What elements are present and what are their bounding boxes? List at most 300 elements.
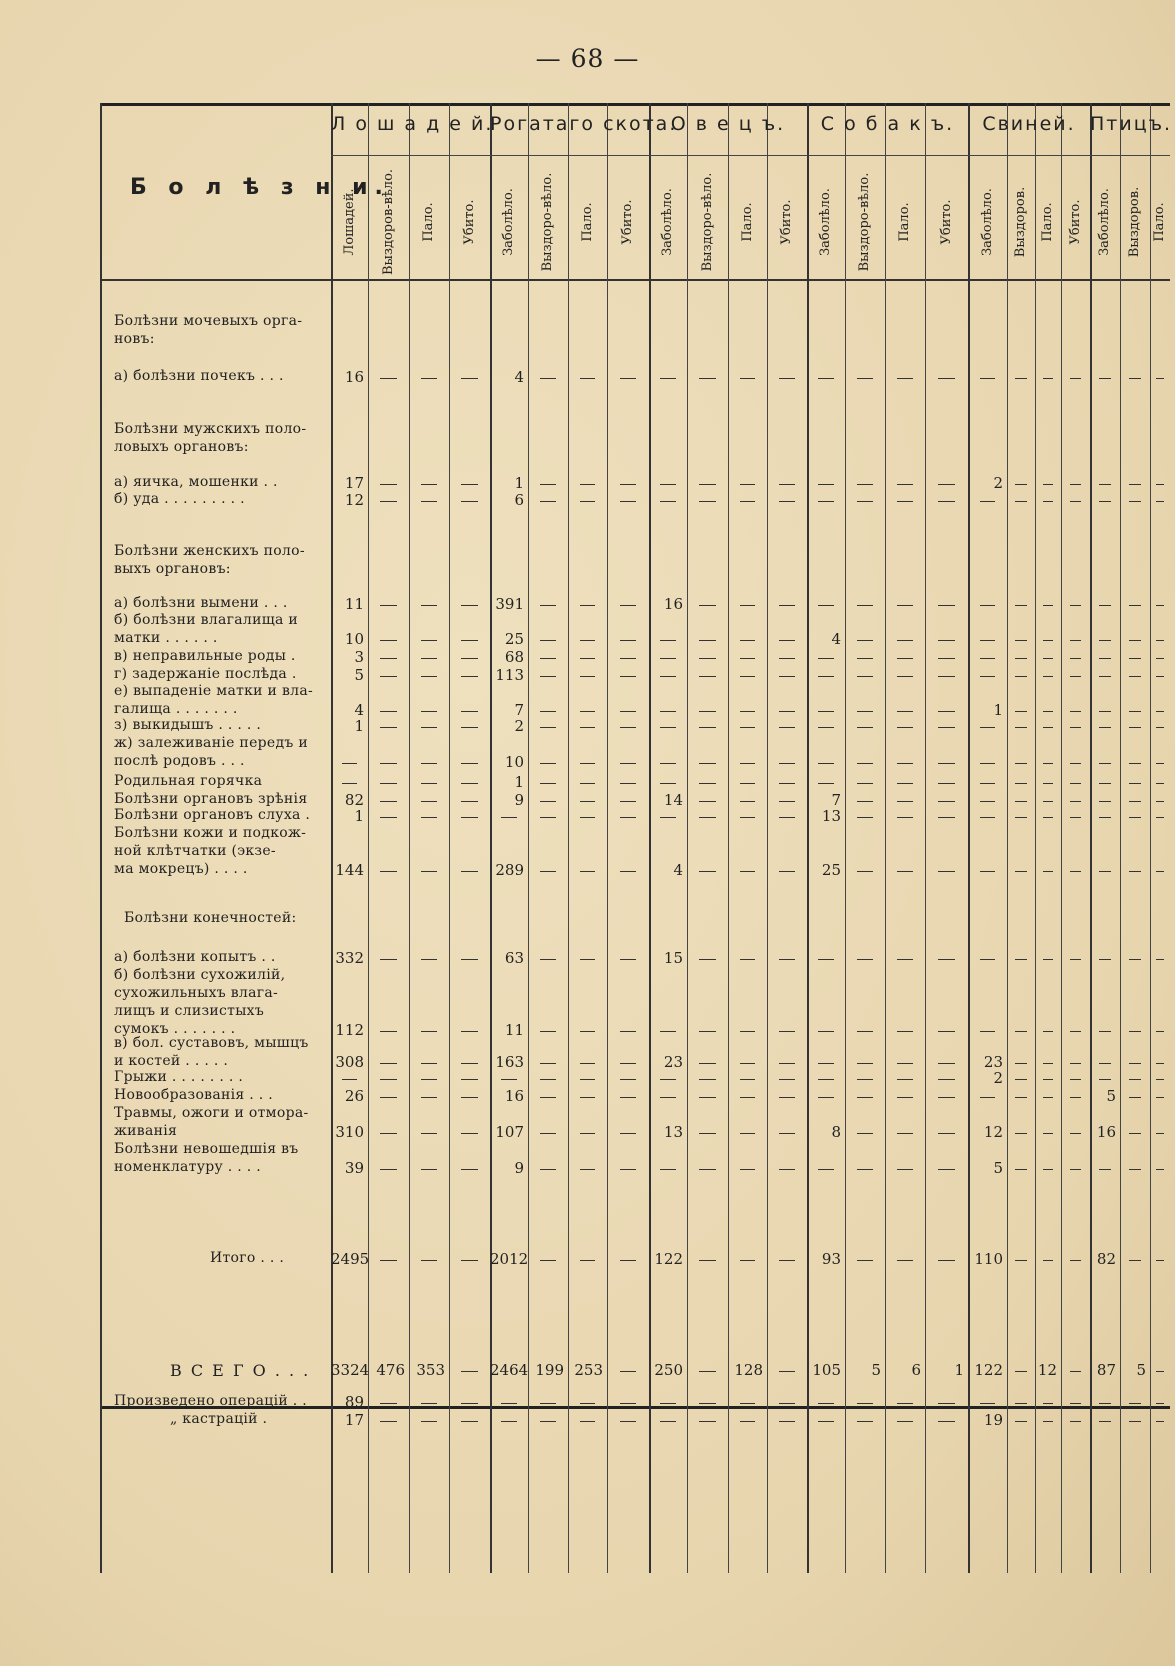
group-header: Птицъ.: [1090, 113, 1173, 135]
column-rule: [1150, 103, 1151, 1573]
empty-dash: [461, 676, 477, 677]
empty-dash: [620, 1063, 637, 1064]
empty-dash: [380, 1079, 396, 1080]
column-rule: [807, 103, 809, 1573]
empty-dash: [380, 1421, 396, 1422]
empty-dash: [938, 711, 955, 712]
empty-dash: [857, 605, 873, 606]
empty-dash: [421, 871, 437, 872]
empty-dash: [1099, 378, 1111, 379]
subcolumn-label: Пало.: [1152, 202, 1167, 242]
empty-dash: [660, 1403, 675, 1404]
empty-dash: [620, 1031, 637, 1032]
subcolumn-header: [449, 168, 490, 276]
table-cell: 68: [504, 648, 524, 666]
column-rule: [925, 103, 926, 1573]
empty-dash: [540, 378, 556, 379]
empty-dash: [1156, 727, 1164, 728]
empty-dash: [897, 484, 913, 485]
empty-dash: [740, 711, 756, 712]
table-cell: 16: [663, 595, 683, 613]
disease-table: [100, 103, 1173, 1573]
empty-dash: [779, 711, 795, 712]
subcolumn-header: [845, 168, 885, 276]
empty-dash: [699, 640, 715, 641]
empty-dash: [897, 1097, 913, 1098]
empty-dash: [1070, 1063, 1082, 1064]
table-cell: 2: [993, 1069, 1003, 1087]
empty-dash: [1156, 605, 1164, 606]
table-cell: 2464: [490, 1361, 529, 1379]
subcolumn-label: Заболѣло.: [818, 188, 833, 256]
empty-dash: [660, 817, 675, 818]
empty-dash: [980, 378, 996, 379]
empty-dash: [1156, 1371, 1164, 1372]
empty-dash: [1156, 817, 1164, 818]
empty-dash: [1070, 1079, 1082, 1080]
empty-dash: [620, 676, 637, 677]
empty-dash: [818, 658, 833, 659]
empty-dash: [620, 1403, 637, 1404]
row-label: Болѣзни кожи и подкож-: [114, 825, 307, 841]
empty-dash: [938, 959, 955, 960]
empty-dash: [1099, 658, 1111, 659]
empty-dash: [1043, 1063, 1053, 1064]
empty-dash: [1070, 959, 1082, 960]
empty-dash: [740, 817, 756, 818]
subcolumn-label: Выздоров-вѣло.: [380, 168, 396, 276]
empty-dash: [740, 1421, 756, 1422]
empty-dash: [699, 959, 715, 960]
empty-dash: [501, 817, 516, 818]
empty-dash: [620, 727, 637, 728]
table-cell: 10: [344, 630, 364, 648]
subcolumn-label: Выздоров.: [1127, 186, 1142, 258]
empty-dash: [660, 727, 675, 728]
empty-dash: [461, 484, 477, 485]
empty-dash: [740, 801, 756, 802]
table-cell: 7: [831, 791, 841, 809]
empty-dash: [380, 378, 396, 379]
empty-dash: [461, 817, 477, 818]
empty-dash: [1070, 640, 1082, 641]
empty-dash: [699, 817, 715, 818]
empty-dash: [938, 727, 955, 728]
empty-dash: [897, 658, 913, 659]
table-cell: 391: [495, 595, 524, 613]
empty-dash: [699, 727, 715, 728]
group-underline: [1090, 155, 1170, 156]
group-underline: [968, 155, 1090, 156]
empty-dash: [857, 959, 873, 960]
empty-dash: [540, 783, 556, 784]
table-cell: 4: [514, 368, 524, 386]
empty-dash: [1129, 1260, 1141, 1261]
subcolumn-header: [1090, 168, 1120, 276]
empty-dash: [421, 484, 437, 485]
empty-dash: [857, 817, 873, 818]
row-label: Болѣзни мужскихъ поло-: [114, 421, 307, 437]
table-cell: 2012: [490, 1250, 529, 1268]
empty-dash: [980, 817, 996, 818]
empty-dash: [620, 711, 637, 712]
empty-dash: [1099, 1063, 1111, 1064]
empty-dash: [540, 763, 556, 764]
empty-dash: [342, 783, 357, 784]
empty-dash: [818, 711, 833, 712]
empty-dash: [1015, 1063, 1026, 1064]
empty-dash: [1043, 871, 1053, 872]
table-cell: 310: [335, 1123, 364, 1141]
table-cell: 128: [734, 1361, 763, 1379]
empty-dash: [540, 1169, 556, 1170]
empty-dash: [501, 1403, 516, 1404]
empty-dash: [1043, 711, 1053, 712]
empty-dash: [740, 640, 756, 641]
empty-dash: [1099, 817, 1111, 818]
empty-dash: [1015, 1097, 1026, 1098]
column-rule: [607, 103, 608, 1573]
empty-dash: [1070, 1421, 1082, 1422]
empty-dash: [1015, 640, 1026, 641]
empty-dash: [818, 1169, 833, 1170]
row-label: живанія: [114, 1123, 178, 1139]
empty-dash: [1043, 1133, 1053, 1134]
subcolumn-label: Убито.: [779, 199, 794, 245]
table-cell: 163: [495, 1053, 524, 1071]
empty-dash: [1099, 640, 1111, 641]
totals-label: „ кастрацій .: [170, 1411, 268, 1427]
empty-dash: [779, 1421, 795, 1422]
row-label: з) выкидышъ . . . . .: [114, 717, 262, 733]
row-label: е) выпаденіе матки и вла-: [114, 683, 313, 699]
empty-dash: [1099, 1421, 1111, 1422]
table-cell: 82: [1096, 1250, 1116, 1268]
empty-dash: [580, 676, 596, 677]
row-label: г) задержаніе послѣда .: [114, 666, 297, 682]
empty-dash: [740, 959, 756, 960]
row-label: выхъ органовъ:: [114, 561, 231, 577]
empty-dash: [1099, 783, 1111, 784]
empty-dash: [1156, 763, 1164, 764]
empty-dash: [779, 1097, 795, 1098]
empty-dash: [938, 1260, 955, 1261]
empty-dash: [660, 1169, 675, 1170]
empty-dash: [1015, 871, 1026, 872]
group-underline: [807, 155, 968, 156]
row-label: Травмы, ожоги и отмора-: [114, 1105, 309, 1121]
empty-dash: [980, 783, 996, 784]
empty-dash: [380, 1169, 396, 1170]
empty-dash: [938, 1063, 955, 1064]
empty-dash: [1156, 711, 1164, 712]
empty-dash: [461, 658, 477, 659]
empty-dash: [980, 801, 996, 802]
empty-dash: [1070, 1097, 1082, 1098]
table-cell: 9: [514, 1159, 524, 1177]
empty-dash: [660, 711, 675, 712]
empty-dash: [1015, 1421, 1026, 1422]
column-rule: [449, 103, 450, 1573]
empty-dash: [818, 501, 833, 502]
empty-dash: [699, 378, 715, 379]
empty-dash: [740, 1403, 756, 1404]
empty-dash: [1043, 801, 1053, 802]
empty-dash: [660, 676, 675, 677]
empty-dash: [897, 1133, 913, 1134]
subcolumn-header: [368, 168, 409, 276]
column-rule: [885, 103, 886, 1573]
empty-dash: [1070, 484, 1082, 485]
empty-dash: [699, 1079, 715, 1080]
empty-dash: [980, 605, 996, 606]
empty-dash: [1070, 801, 1082, 802]
empty-dash: [779, 763, 795, 764]
row-label: сухожильныхъ влага-: [114, 985, 279, 1001]
empty-dash: [857, 1133, 873, 1134]
empty-dash: [938, 1097, 955, 1098]
table-cell: 5: [1136, 1361, 1146, 1379]
subcolumn-label: Выздоро-вѣло.: [540, 172, 555, 272]
empty-dash: [1015, 1260, 1026, 1261]
empty-dash: [380, 658, 396, 659]
subcolumn-label: Пало.: [897, 202, 912, 242]
empty-dash: [1156, 1421, 1164, 1422]
table-cell: 16: [1096, 1123, 1116, 1141]
subcolumn-header: [1007, 168, 1035, 276]
empty-dash: [1015, 1169, 1026, 1170]
empty-dash: [699, 1063, 715, 1064]
empty-dash: [699, 501, 715, 502]
empty-dash: [461, 783, 477, 784]
empty-dash: [380, 959, 396, 960]
empty-dash: [540, 1097, 556, 1098]
empty-dash: [461, 1421, 477, 1422]
empty-dash: [1156, 871, 1164, 872]
table-cell: 476: [376, 1361, 405, 1379]
empty-dash: [897, 1169, 913, 1170]
empty-dash: [461, 1097, 477, 1098]
subcolumn-label: Выздоро-вѣло.: [699, 172, 715, 272]
empty-dash: [1043, 605, 1053, 606]
empty-dash: [938, 1079, 955, 1080]
empty-dash: [1099, 959, 1111, 960]
table-cell: 7: [514, 701, 524, 719]
empty-dash: [857, 1260, 873, 1261]
group-header: Рогатаго скота.: [490, 113, 678, 135]
empty-dash: [1099, 1403, 1111, 1404]
empty-dash: [501, 1421, 516, 1422]
empty-dash: [779, 378, 795, 379]
empty-dash: [461, 1063, 477, 1064]
subcolumn-header: [728, 168, 767, 276]
empty-dash: [779, 658, 795, 659]
empty-dash: [1015, 1079, 1026, 1080]
column-rule: [1007, 103, 1008, 1573]
empty-dash: [699, 763, 715, 764]
empty-dash: [779, 1371, 795, 1372]
empty-dash: [779, 676, 795, 677]
subcolumn-header: [649, 168, 687, 276]
empty-dash: [1099, 727, 1111, 728]
empty-dash: [980, 763, 996, 764]
empty-dash: [938, 378, 955, 379]
empty-dash: [421, 640, 437, 641]
empty-dash: [740, 605, 756, 606]
empty-dash: [938, 871, 955, 872]
empty-dash: [1070, 605, 1082, 606]
empty-dash: [857, 1403, 873, 1404]
empty-dash: [938, 817, 955, 818]
table-left-rule: [100, 103, 102, 1573]
subcolumn-header: [687, 168, 728, 276]
empty-dash: [1070, 763, 1082, 764]
empty-dash: [740, 1097, 756, 1098]
empty-dash: [740, 1031, 756, 1032]
table-cell: 4: [673, 861, 683, 879]
empty-dash: [897, 711, 913, 712]
empty-dash: [380, 1097, 396, 1098]
empty-dash: [660, 1031, 675, 1032]
empty-dash: [1099, 1169, 1111, 1170]
empty-dash: [380, 1063, 396, 1064]
table-cell: 25: [821, 861, 841, 879]
empty-dash: [740, 1169, 756, 1170]
empty-dash: [421, 727, 437, 728]
empty-dash: [1043, 959, 1053, 960]
empty-dash: [779, 1079, 795, 1080]
subcolumn-label: Убито.: [938, 199, 954, 245]
empty-dash: [857, 783, 873, 784]
empty-dash: [1043, 1260, 1053, 1261]
empty-dash: [938, 1031, 955, 1032]
empty-dash: [1070, 1133, 1082, 1134]
empty-dash: [1129, 783, 1141, 784]
empty-dash: [1099, 871, 1111, 872]
column-rule: [331, 103, 333, 1573]
empty-dash: [380, 817, 396, 818]
empty-dash: [1129, 711, 1141, 712]
empty-dash: [1043, 763, 1053, 764]
empty-dash: [1099, 484, 1111, 485]
empty-dash: [857, 1169, 873, 1170]
empty-dash: [740, 658, 756, 659]
empty-dash: [740, 1133, 756, 1134]
empty-dash: [980, 676, 996, 677]
empty-dash: [660, 763, 675, 764]
empty-dash: [1129, 1403, 1141, 1404]
empty-dash: [818, 1079, 833, 1080]
table-cell: 9: [514, 791, 524, 809]
empty-dash: [1156, 640, 1164, 641]
empty-dash: [660, 1421, 675, 1422]
empty-dash: [580, 378, 596, 379]
empty-dash: [699, 484, 715, 485]
empty-dash: [660, 658, 675, 659]
table-cell: 8: [831, 1123, 841, 1141]
empty-dash: [857, 378, 873, 379]
empty-dash: [421, 1421, 437, 1422]
empty-dash: [938, 484, 955, 485]
empty-dash: [1043, 1169, 1053, 1170]
empty-dash: [818, 763, 833, 764]
empty-dash: [938, 763, 955, 764]
empty-dash: [1070, 1371, 1082, 1372]
empty-dash: [421, 1169, 437, 1170]
empty-dash: [660, 1097, 675, 1098]
row-label: лищъ и слизистыхъ: [114, 1003, 265, 1019]
row-label: а) болѣзни почекъ . . .: [114, 368, 284, 384]
row-label: матки . . . . . .: [114, 630, 218, 646]
subcolumn-label: Пало.: [739, 202, 755, 242]
empty-dash: [857, 658, 873, 659]
empty-dash: [342, 1079, 357, 1080]
subcolumn-label: Пало.: [579, 202, 595, 242]
empty-dash: [380, 501, 396, 502]
empty-dash: [580, 1031, 596, 1032]
empty-dash: [1156, 1260, 1164, 1261]
table-cell: 23: [663, 1053, 683, 1071]
row-label: послѣ родовъ . . .: [114, 753, 245, 769]
row-label: а) болѣзни копытъ . .: [114, 949, 276, 965]
empty-dash: [620, 1097, 637, 1098]
row-label: Болѣзни органовъ зрѣнія: [114, 791, 308, 807]
empty-dash: [980, 658, 996, 659]
empty-dash: [818, 605, 833, 606]
table-cell: 1: [993, 701, 1003, 719]
empty-dash: [1043, 817, 1053, 818]
empty-dash: [897, 763, 913, 764]
empty-dash: [699, 658, 715, 659]
totals-label: В С Е Г О . . .: [170, 1361, 311, 1380]
empty-dash: [818, 676, 833, 677]
empty-dash: [1156, 1403, 1164, 1404]
empty-dash: [779, 1169, 795, 1170]
empty-dash: [980, 640, 996, 641]
empty-dash: [897, 1403, 913, 1404]
empty-dash: [1129, 959, 1141, 960]
empty-dash: [421, 783, 437, 784]
empty-dash: [1099, 605, 1111, 606]
group-header: О в е ц ъ.: [670, 113, 786, 135]
totals-label: Произведено операцій . .: [114, 1393, 308, 1409]
empty-dash: [380, 711, 396, 712]
empty-dash: [1043, 484, 1053, 485]
empty-dash: [461, 1169, 477, 1170]
empty-dash: [620, 1260, 637, 1261]
column-rule: [368, 103, 369, 1573]
empty-dash: [1156, 959, 1164, 960]
empty-dash: [1129, 1133, 1141, 1134]
page-number: — 68 —: [535, 44, 640, 73]
empty-dash: [1015, 1031, 1026, 1032]
empty-dash: [461, 959, 477, 960]
empty-dash: [580, 727, 596, 728]
totals-label: Итого . . .: [210, 1250, 285, 1266]
empty-dash: [1129, 1169, 1141, 1170]
empty-dash: [580, 1169, 596, 1170]
empty-dash: [540, 1403, 556, 1404]
empty-dash: [857, 727, 873, 728]
table-cell: 289: [495, 861, 524, 879]
empty-dash: [897, 727, 913, 728]
empty-dash: [540, 1079, 556, 1080]
empty-dash: [540, 727, 556, 728]
column-rule: [1061, 103, 1062, 1573]
column-rule: [528, 103, 529, 1573]
empty-dash: [740, 484, 756, 485]
empty-dash: [580, 605, 596, 606]
